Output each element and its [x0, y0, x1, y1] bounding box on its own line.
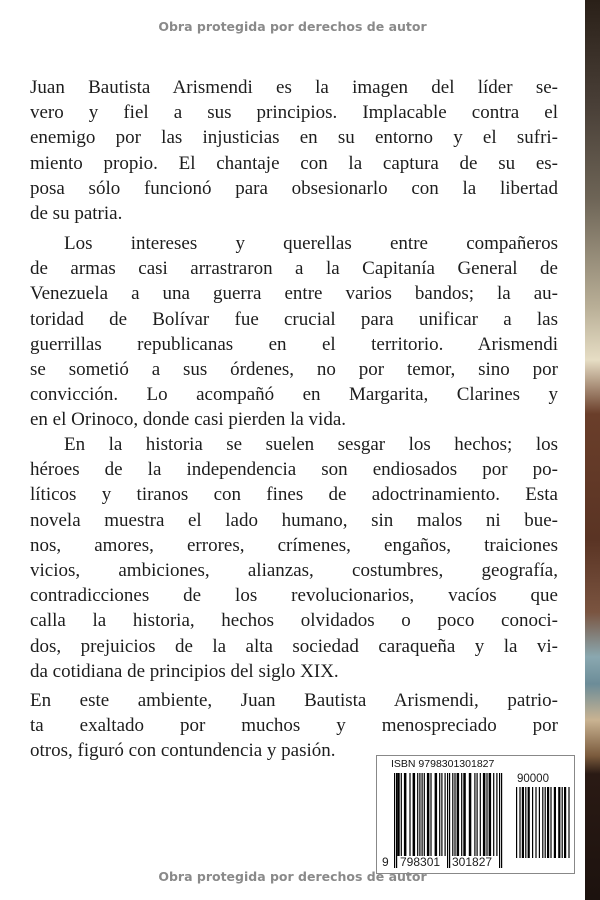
barcode-bar [396, 773, 397, 868]
barcode-bar [449, 773, 450, 868]
text-line: posa sólo funcionó para obsesionarlo con la libertad [30, 177, 558, 199]
barcode-bar [539, 787, 540, 858]
barcode-bar [489, 773, 492, 856]
barcode-bar [413, 773, 416, 856]
paragraph-4 [30, 688, 558, 764]
barcode-bar [562, 787, 563, 858]
watermark-top: Obra protegida por derechos de autor [158, 19, 427, 34]
text-line: se sometió a sus órdenes, no por temor, sino por [30, 358, 558, 380]
barcode-bar [483, 773, 486, 856]
barcode-bar [545, 787, 546, 858]
barcode-bar [516, 787, 517, 858]
barcode-bar [496, 773, 497, 856]
text-line: calla la historia, hechos olvidados o poco conoci- [30, 610, 558, 632]
paragraph-2 [30, 231, 558, 433]
text-line: da cotidiana de principios del siglo XIX. [30, 660, 339, 682]
barcode-bar [404, 773, 407, 856]
barcode-bar [550, 787, 551, 858]
barcode-bar [441, 773, 442, 856]
text-line: contradicciones de los revolucionarios, vacíos que [30, 585, 558, 607]
barcode-bar [547, 787, 549, 858]
text-line: miento propio. El chantaje con la captura de su es- [30, 152, 558, 174]
text-line: vicios, ambiciones, alianzas, costumbres, geografía, [30, 559, 558, 581]
barcode-bar [554, 787, 556, 858]
text-line: novela muestra el lado humano, sin malos ni bue- [30, 509, 558, 531]
isbn-barcode [376, 755, 575, 874]
text-line: dos, prejuicios de la alta sociedad caraqueña y la vi- [30, 635, 558, 657]
barcode-bar [445, 773, 446, 856]
barcode-bar [542, 787, 543, 858]
barcode-bar [558, 787, 560, 858]
text-line: guerrillas republicanas en el territorio. Arismendi [30, 333, 558, 355]
barcode-bar [519, 787, 520, 858]
barcode-bar [419, 773, 420, 856]
barcode-bar [499, 773, 500, 868]
barcode-bar [397, 773, 400, 856]
text-line: de armas casi arrastraron a la Capitanía General de [30, 258, 558, 280]
barcode-bar [457, 773, 460, 856]
barcode-bar [452, 773, 453, 856]
text-line: nos, amores, errores, crímenes, engaños, traiciones [30, 534, 558, 556]
cover-painting-edge [585, 0, 600, 900]
text-line: en el Orinoco, donde casi pierden la vida. [30, 409, 347, 431]
text-line: líticos y tiranos con fines de adoctrinamiento. Esta [30, 484, 558, 506]
barcode-bar [454, 773, 455, 856]
barcode-digit-first: 9 [382, 855, 389, 869]
barcode-bar [401, 773, 402, 856]
barcode-bar [535, 787, 536, 858]
barcode-bar [522, 787, 524, 858]
isbn-label: ISBN 9798301301827 [391, 758, 495, 770]
text-line: de su patria. [30, 202, 123, 224]
barcode-bar [427, 773, 430, 856]
barcode-bar [463, 773, 466, 856]
barcode-digits-left: 798301 [400, 855, 441, 869]
barcode-bar [409, 773, 410, 856]
barcode-bar [528, 787, 530, 858]
price-addon: 90000 [517, 773, 549, 785]
barcode-bar [439, 773, 440, 856]
barcode-bar [469, 773, 472, 856]
text-line: Juan Bautista Arismendi es la imagen del líder se- [30, 77, 558, 98]
barcode-bar [417, 773, 418, 856]
barcode-bar [568, 787, 569, 858]
barcode-bar [501, 773, 502, 868]
text-line: enemigo por las injusticias en su entorno y el sufri- [30, 127, 558, 149]
text-line: Los intereses y querellas entre compañeros [64, 233, 558, 254]
paragraph-1 [30, 75, 558, 226]
text-line: convicción. Lo acompañó en Margarita, Clarines y [30, 384, 558, 406]
text-line: En este ambiente, Juan Bautista Arismendi, patrio- [30, 690, 558, 711]
text-line: Venezuela a una guerra entre varios bandos; la au- [30, 283, 558, 305]
barcode-bar [493, 773, 494, 856]
barcode-bar [486, 773, 487, 856]
barcode-bar [435, 773, 438, 856]
barcode-bar [394, 773, 395, 868]
barcode-bar [564, 787, 566, 858]
text-line: otros, figuró con contundencia y pasión. [30, 740, 336, 762]
barcode-bar [532, 787, 533, 858]
text-line: héroes de la independencia son endiosados por po- [30, 459, 558, 481]
barcode-bar [447, 773, 448, 868]
barcode-bar [480, 773, 481, 856]
text-line: En la historia se suelen sesgar los hechos; los [64, 434, 558, 455]
barcode-bar [424, 773, 425, 856]
barcode-digits-right: 301827 [452, 855, 493, 869]
text-line: vero y fiel a sus principios. Implacable contra el [30, 102, 558, 124]
barcode-bar [525, 787, 526, 858]
barcode-bar [430, 773, 431, 856]
barcode-bar [474, 773, 475, 856]
paragraph-3 [30, 432, 558, 684]
barcode-bar [477, 773, 478, 856]
barcode-bar [461, 773, 462, 856]
text-line: toridad de Bolívar fue crucial para unificar a las [30, 308, 558, 330]
watermark-bottom: Obra protegida por derechos de autor [158, 869, 427, 884]
barcode-bar [422, 773, 423, 856]
text-line: ta exaltado por muchos y menospreciado por [30, 715, 558, 737]
